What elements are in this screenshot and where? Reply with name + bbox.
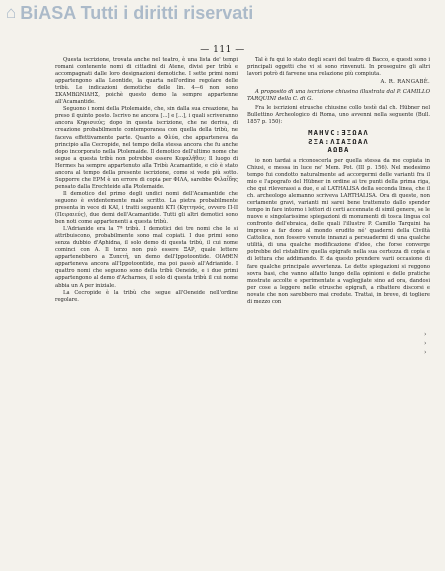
left-paragraph-3: Il demotico del primo degli undici nomi dell'Acamantide che seguono è evidentemente male scritto. La pietra probabilmente presenta in vece di ΚΑΙ, i tratti seguenti ΚΤΙ (Κηττηνός, ovvero Π·ΙΙ (Πειραιεύς), due demi dell'Acamantide. Tutti gli altri demotici sono ben noti come appartenenti a questa tribù.	[55, 190, 238, 226]
left-paragraph-2: Seguono i nomi della Ptolemaide, che, sin dalla sua creazione, ha preso il quinto posto. Iscrivo ne ancora [...] e [...], i quali scriveranno ancora Κηφισιεύς; dopo in questa iscrizione, che ne deriva, di creazione probabilmente contemporanea con quella della tribù, ne faceva effettivamente parte. Quanto a Φλύα, che apparteneva da principio alla Cecropide, nel tempo della stessa ancora che fu anche dopo incorporato nella Ptolemaide. Il demotico dell'ultimo nome che segue a questa tribù non potrebbe essere Κεφαλῆθεν; Il luogo di Hermes ha sempre appartenuto alla Tribù Acamantide, e ciò è stato ancora al tempo della presente iscrizione, come si vede più sotto. Supporre che ΕΡΜ è un errore di copia per ΦΙΛΑ, sarebbe Φιλαΐδης pensato dalla Erechteide alla Ptolemaide.	[55, 106, 238, 190]
inscription-line-1: MAHVϹ:ƎΞΩΑΛ	[308, 128, 369, 138]
margin-mark: ›	[424, 331, 427, 338]
inscription-line-3: ΑΩΒΑ	[327, 145, 350, 155]
margin-mark: ›	[424, 349, 427, 356]
left-paragraph-5: La Cecropide è la tribù che segue all'Oeneide nell'ordine regolare.	[55, 289, 238, 303]
watermark-text: BiASA Tutti i diritti riservati	[20, 2, 254, 23]
right-column	[247, 57, 430, 306]
biasa-logo-icon: ⌂	[6, 3, 17, 22]
section-heading: A proposito di una iscrizione chiusina illustrata dal P. CAMILLO TARQUINI della C. di G.	[247, 89, 430, 103]
left-column	[55, 57, 238, 304]
right-paragraph-3: io non tardai a riconoscerla per quella stessa da me copiata in Chiusi, e messa in luce ne' Mem. Pot. (III p. 156). Nel medesimo tempo fui condotto naturalmente ad accorgermi delle varianti fra il mio e l'apografo del Hübner in ordine ai tre punti della prima riga, che qui rileverassi a due, e al LATHALISA della seconda linea, che il ch. archeologo alemanno scriveva LARTHALISA. Ora di queste, non certamente gravi, varianti mi sarei bene trattenuto dallo spender tempo in fare intorno i lettori di certi accennate di simil genere, se le nuove e singolarissime spiegazioni di monumenti di tosca lingua col confronto dell'ebraica, delle quali l'illustre P. Camillo Tarquini ha impreso a far dono al mondo erudito né' quaderni della Civiltà Cattolica, non fossero venute innanzi a persuadermi di una qualche utilità, di una qualche modificazione d'idee, che forse converge potrebbe del ristabilire quella epigrafe nella sua certezza di copia e di lettura che addimando. E da questo prendere varii occasione di fare qualche principale avvertenza. Le dette spiegazioni si reggono sovra basi, che vanno alfatto lungo della opinioni e delle pratiche mostrate accolte e sperimentate a vaglegjiate sino ad ora, dandosi per cose a leggere nelle etrusche epigrafi, a ribattere discorsi e novate che non sarebbero mai credute. Trattai, in breve, di togliere di mezzo con	[247, 157, 430, 305]
page-number: — 111 —	[200, 45, 245, 55]
margin-marks	[424, 330, 438, 357]
etruscan-inscription	[247, 129, 430, 155]
right-paragraph-1: Tal è fu qui lo stato degli scavi del teatro di Bacco, e questi sono i principali oggetti che vi si sono rinvenuti. In proseguire gli altri lavori potrò di farvene una relazione più compiuta.	[247, 57, 430, 78]
watermark-banner	[0, 0, 445, 26]
inscription-line-2: ƧΞΑ:ΛΙΑΞΩΑΛ	[308, 136, 369, 146]
left-paragraph-4: L'Adrianide era la 7ª tribù. I demotici dei tre nomi che le si attribuiscono, probabilmente sono mal copiati. I due primi sono senza dubbio d'Aphidna, il solo demo di questa tribù, il cui nome cominci con A. Il terzo non può essere ΞΑΡ, quale lettere appartenebbero a Ξυπετή, un demo dell'Ippotoontide. ΟΙΑΘΕΝ apparteneva ancora all'Ippotoontide, ma poi passò all'Adrianide. I quattro nomi che seguono sono della tribù Oeneide, e i due primi appartengono al demo d'Acharnes, il solo di questa tribù il cui nome abbia un A per iniziale.	[55, 226, 238, 289]
left-paragraph-1: Questa iscrizione, trovata anche nel teatro, è una lista de' tempi romani contenente nomi di cittadini di Atene, divisi per tribù e accompagnati dalle loro designazioni demotiche. I sette primi nomi appartengono alla Leontide, la quarta nell'ordine regolare delle tribù. Le indicazioni demotiche delle lin. 4—6 non sono ΣΚΑΜΒΩΝΙΔΗΣ, poichè questo demo la sempre appartenne all'Acamantide.	[55, 57, 238, 106]
right-paragraph-2: Fra le iscrizioni etrusche chiusine collo testè dal ch. Hübner nel Bullettino Archeologico di Roma, uno avvenni nella seguente (Bull. 1857 p. 150):	[247, 105, 430, 126]
signature: A. R. RANGABÈ.	[380, 79, 430, 86]
margin-mark: ›	[424, 340, 427, 347]
